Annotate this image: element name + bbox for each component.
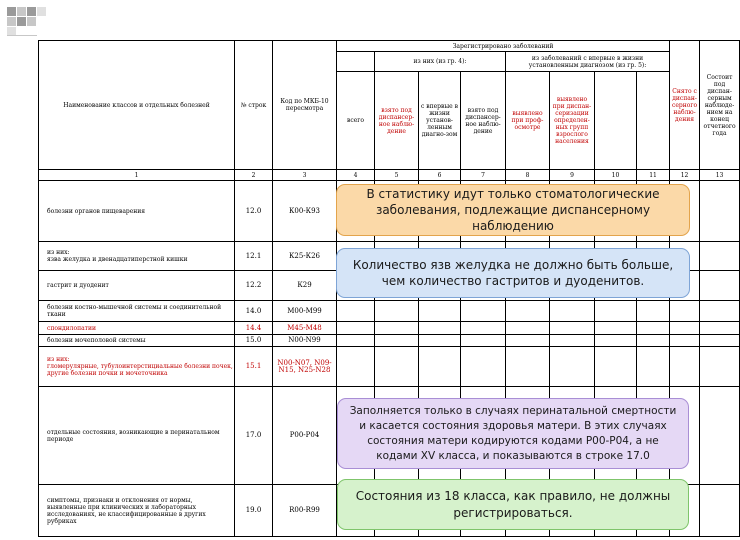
row-code: Р00-Р04 — [273, 387, 337, 485]
col-number: 3 — [273, 170, 337, 181]
col-number: 10 — [595, 170, 637, 181]
note-perinatal: Заполняется только в случаях перинатальной смертности и касается состояния здоровья матери. В этих случаях состояния матери кодируются кодами Р00-Р04, а не кодами XV класса, и показываются в строке 17.0 — [337, 398, 689, 469]
row-number: 15.1 — [235, 347, 273, 387]
header-on-record: Состоит под диспан-серным наблюде-нием на конец отчетного года — [700, 41, 740, 170]
col-number: 7 — [461, 170, 506, 181]
row-number: 12.0 — [235, 181, 273, 242]
row-name: гастрит и дуоденит — [39, 271, 235, 301]
row-code: R00-R99 — [273, 485, 337, 537]
header-disp-taken: взято под диспансер-ное наблю-дение — [375, 72, 419, 170]
row-name: симптомы, признаки и отклонения от нормы, выявленные при клинических и лабораторных исследованиях, не классифицированные в других рубриках — [39, 485, 235, 537]
table-row — [39, 322, 740, 335]
col-number: 6 — [419, 170, 461, 181]
header-first-time-diag: с впервые в жизни установ-ленным диагно-зом — [419, 72, 461, 170]
header-of-them: из них (из гр. 4): — [375, 52, 506, 72]
col-number: 8 — [506, 170, 550, 181]
row-code: N00-N99 — [273, 335, 337, 347]
col-number: 2 — [235, 170, 273, 181]
row-number: 15.0 — [235, 335, 273, 347]
table-row — [39, 347, 740, 387]
row-name: из них: язва желудка и двенадцатиперстной кишки — [39, 242, 235, 271]
row-name: болезни органов пищеварения — [39, 181, 235, 242]
row-name: из них: гломерулярные, тубулоинтерстициальные болезни почек, другие болезни почки и мочеточника — [39, 347, 235, 387]
header-registered: Зарегистрировано заболеваний — [337, 41, 670, 52]
header-removed: Снято с диспан-серного наблю-дения — [670, 41, 700, 170]
col-number: 12 — [670, 170, 700, 181]
row-code: М00-М99 — [273, 301, 337, 322]
note-class-18: Состояния из 18 класса, как правило, не должны регистрироваться. — [337, 479, 689, 530]
row-number: 12.2 — [235, 271, 273, 301]
row-code: К25-К26 — [273, 242, 337, 271]
row-number: 14.0 — [235, 301, 273, 322]
col-number: 11 — [637, 170, 670, 181]
row-number: 19.0 — [235, 485, 273, 537]
header-disease-name: Наименование классов и отдельных болезней — [39, 41, 235, 170]
header-row-number: № строк — [235, 41, 273, 170]
col-number: 4 — [337, 170, 375, 181]
table-row — [39, 301, 740, 322]
row-number: 14.4 — [235, 322, 273, 335]
header-prof-exam: выявлено при проф-осмотре — [506, 72, 550, 170]
col-number: 5 — [375, 170, 419, 181]
header-disp-taken-2: взято под диспансер-ное наблю-дение — [461, 72, 506, 170]
note-ulcer-count: Количество язв желудка не должно быть больше, чем количество гастритов и дуоденитов. — [336, 248, 690, 298]
row-name: отдельные состояния, возникающие в перинатальном периоде — [39, 387, 235, 485]
column-number-row — [39, 170, 740, 181]
row-code: М45-М48 — [273, 322, 337, 335]
row-name: болезни костно-мышечной системы и соединительной ткани — [39, 301, 235, 322]
header-first-time-group: из заболеваний с впервые в жизни установленным диагнозом (из гр. 5): — [506, 52, 670, 72]
header-icd-code: Код по МКБ-10 пересмотра — [273, 41, 337, 170]
col-number: 1 — [39, 170, 235, 181]
row-name: спондилопатии — [39, 322, 235, 335]
row-code: К29 — [273, 271, 337, 301]
row-number: 12.1 — [235, 242, 273, 271]
row-code: N00-N07, N09-N15, N25-N28 — [273, 347, 337, 387]
col-number: 9 — [550, 170, 595, 181]
col-number: 13 — [700, 170, 740, 181]
row-code: К00-К93 — [273, 181, 337, 242]
row-number: 17.0 — [235, 387, 273, 485]
note-dental-diseases: В статистику идут только стоматологические заболевания, подлежащие диспансерному наблюдению — [336, 184, 690, 236]
header-total: всего — [337, 72, 375, 170]
header-disp-detected: выявлено при диспан-серизации определен-ных групп взрослого населения — [550, 72, 595, 170]
table-row — [39, 335, 740, 347]
row-name: болезни мочеполовой системы — [39, 335, 235, 347]
